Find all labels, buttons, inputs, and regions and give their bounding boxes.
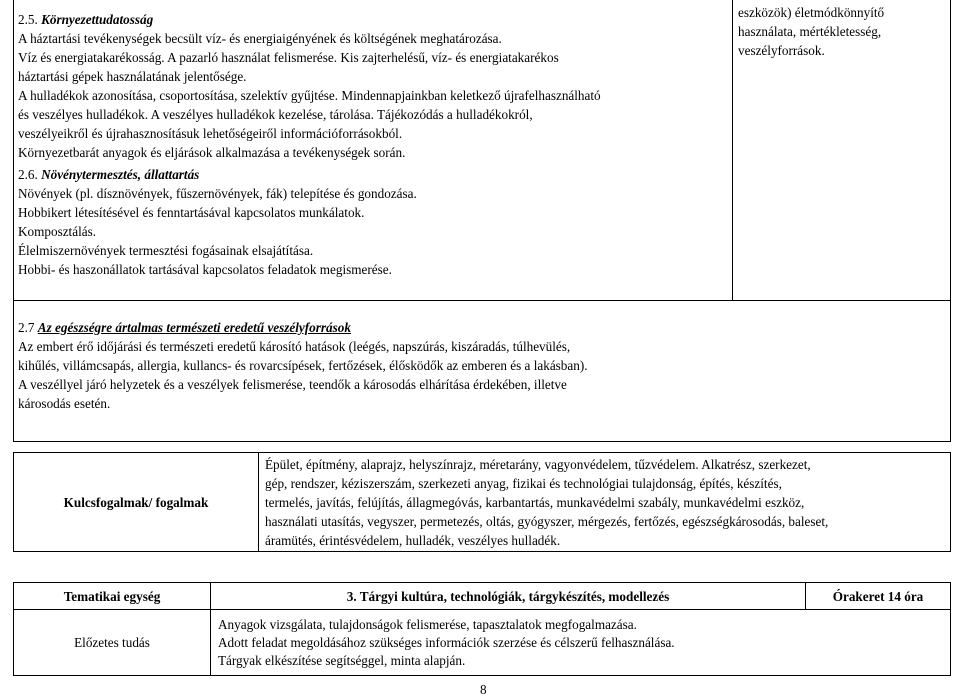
section-line: A háztartási tevékenységek becsült víz- és energiaigényének és költségének meghatározása.	[18, 31, 502, 46]
table-row-divider	[13, 300, 951, 301]
section-number: 2.7	[18, 320, 35, 335]
table-right-border	[950, 0, 951, 441]
unit-title-cell	[211, 583, 805, 609]
section-line: A veszéllyel járó helyzetek és a veszélyek felismerése, teendők a károsodás elhárítása érdekében, illetve	[18, 377, 567, 392]
section-2-5	[18, 10, 601, 162]
unit-bottom-border	[13, 675, 951, 676]
section-line: Növények (pl. dísznövények, fűszernövények, fák) telepítése és gondozása.	[18, 186, 417, 201]
section-line: és veszélyes hulladékok. A veszélyes hulladékok kezelése, tárolása. Tájékozódás a hulladékokról,	[18, 107, 533, 122]
right-line: használata, mértékletesség,	[738, 24, 882, 39]
prior-line: Anyagok vizsgálata, tulajdonságok felismerése, tapasztalatok megfogalmazása.	[218, 617, 637, 632]
keywords-line: áramütés, érintésvédelem, hulladék, veszélyes hulladék.	[265, 533, 561, 548]
section-line: veszélyeikről és újrahasznosításuk lehetőségeiről információforrásokból.	[18, 126, 403, 141]
unit-title: 3. Tárgyi kultúra, technológiák, tárgykészítés, modellezés	[346, 588, 670, 604]
section-line: Hobbikert létesítésével és fenntartásával kapcsolatos munkálatok.	[18, 205, 365, 220]
table-left-border	[13, 0, 14, 441]
section-line: Víz és energiatakarékosság. A pazarló használat felismerése. Kis zajterhelésű, víz- és energiatakarékos	[18, 50, 559, 65]
unit-label: Tematikai egység	[63, 588, 161, 604]
section-line: Az embert érő időjárási és természeti eredetű károsító hatások (leégés, napszúrás, kiszáradás, túlhevülés,	[18, 339, 571, 354]
right-line: veszélyforrások.	[738, 43, 825, 58]
prior-line: Adott feladat megoldásához szükséges információk szerzése és célszerű felhasználása.	[218, 635, 675, 650]
section-heading	[18, 10, 601, 29]
unit-hours: Órakeret 14 óra	[832, 588, 924, 604]
section-number: 2.5.	[18, 12, 38, 27]
keywords-line: gép, rendszer, kéziszerszám, szerkezeti anyag, fizikai és technológiai tulajdonság, építés, készítés,	[265, 476, 782, 491]
keywords-right-border	[950, 452, 951, 552]
prior-content	[218, 616, 675, 670]
prior-label: Előzetes tudás	[74, 635, 150, 650]
keywords-line: használati utasítás, vegyszer, permetezés, oltás, gyógyszer, mérgezés, fertőzés, egészségkárosodás, baleset,	[265, 514, 829, 529]
keywords-line: termelés, javítás, felújítás, állagmegóvás, karbantartás, munkavédelmi szabály, munkavédelmi eszköz,	[265, 495, 805, 510]
page-number: 8	[480, 682, 487, 697]
section-title: Növénytermesztés, állattartás	[41, 167, 200, 182]
section-heading	[18, 318, 588, 337]
section-2-6	[18, 165, 417, 279]
section-line: kihűlés, villámcsapás, allergia, kullancs- és rovarcsípések, fertőzések, élősködők az emberen és a lakásban).	[18, 358, 588, 373]
prior-label-cell	[14, 610, 210, 675]
keywords-col-divider	[258, 452, 259, 552]
section-line: Környezetbarát anyagok és eljárások alkalmazása a tevékenységek során.	[18, 145, 406, 160]
keywords-bottom-border	[13, 551, 951, 552]
section-line: Komposztálás.	[18, 224, 97, 239]
keywords-content	[265, 455, 828, 550]
section-line: Élelmiszernövények termesztési fogásainak elsajátítása.	[18, 243, 314, 258]
table-col-divider	[732, 0, 733, 300]
right-line: eszközök) életmódkönnyítő	[738, 5, 885, 20]
keywords-label: Kulcsfogalmak/ fogalmak	[63, 494, 209, 510]
section-line: háztartási gépek használatának jelentősége.	[18, 69, 247, 84]
section-2-7	[18, 318, 588, 413]
keywords-line: Épület, építmény, alaprajz, helyszínrajz, méretarány, vagyonvédelem, tűzvédelem. Alkatrész, szerkezet,	[265, 457, 811, 472]
section-line: Hobbi- és haszonállatok tartásával kapcsolatos feladatok megismerése.	[18, 262, 392, 277]
section-number: 2.6.	[18, 167, 38, 182]
section-line: A hulladékok azonosítása, csoportosítása, szelektív gyűjtése. Mindennapjainkban keletkező újrafelhasználható	[18, 88, 601, 103]
unit-label-cell	[14, 583, 210, 609]
prior-line: Tárgyak elkészítése segítséggel, minta alapján.	[218, 653, 466, 668]
section-title: Környezettudatosság	[41, 12, 154, 27]
section-heading	[18, 165, 417, 184]
unit-hours-cell	[806, 583, 950, 609]
section-title: Az egészségre ártalmas természeti eredetű veszélyforrások	[37, 320, 351, 335]
right-column-text	[738, 3, 884, 60]
unit-right-border	[950, 582, 951, 676]
keywords-label-cell	[14, 453, 258, 551]
table-bottom-border	[13, 441, 951, 442]
section-line: károsodás esetén.	[18, 396, 111, 411]
